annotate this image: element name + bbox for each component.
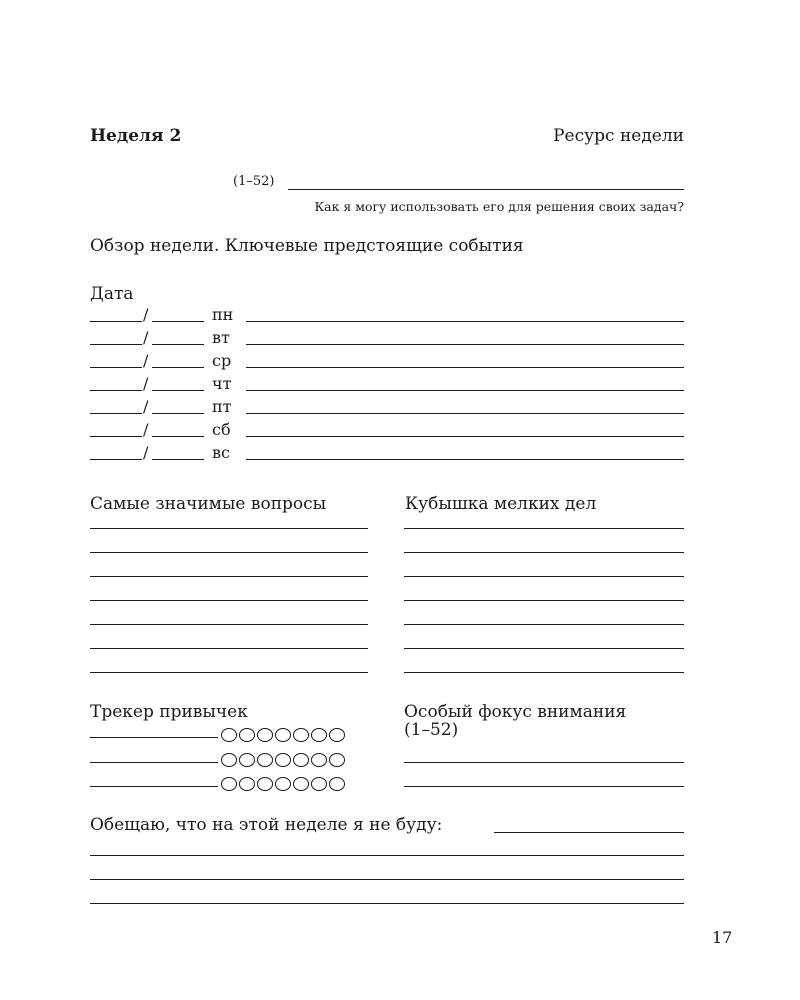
habit-day-checkbox[interactable] (329, 728, 345, 742)
habit-day-checkbox[interactable] (275, 753, 291, 767)
habit-day-circles (221, 728, 345, 742)
special-focus-range: (1–52) (404, 720, 459, 740)
resource-input-line[interactable] (288, 189, 684, 190)
day-row-tue (90, 328, 684, 351)
small-task-line[interactable] (404, 552, 684, 553)
small-task-line[interactable] (404, 672, 684, 673)
habit-name-line[interactable] (90, 737, 218, 738)
small-task-line[interactable] (404, 648, 684, 649)
small-task-line[interactable] (404, 528, 684, 529)
date-month-field[interactable] (152, 321, 204, 322)
small-task-line[interactable] (404, 576, 684, 577)
small-tasks-title: Кубышка мелких дел (405, 494, 597, 514)
promise-line[interactable] (90, 879, 684, 880)
date-day-field[interactable] (90, 413, 142, 414)
habit-day-checkbox[interactable] (257, 753, 273, 767)
question-line[interactable] (90, 528, 368, 529)
habit-row (90, 751, 380, 771)
habit-day-circles (221, 753, 345, 767)
date-separator: / (143, 351, 149, 370)
special-focus-title: Особый фокус внимания (404, 702, 627, 722)
overview-title: Обзор недели. Ключевые предстоящие события (90, 236, 524, 256)
date-month-field[interactable] (152, 459, 204, 460)
day-row-thu (90, 374, 684, 397)
date-month-field[interactable] (152, 436, 204, 437)
day-name: пт (212, 397, 232, 416)
question-line[interactable] (90, 624, 368, 625)
habit-day-checkbox[interactable] (257, 728, 273, 742)
date-day-field[interactable] (90, 321, 142, 322)
day-name: сб (212, 420, 231, 439)
day-event-line[interactable] (246, 390, 684, 391)
habit-day-checkbox[interactable] (329, 753, 345, 767)
day-name: вс (212, 443, 230, 462)
focus-line[interactable] (404, 762, 684, 763)
habit-day-checkbox[interactable] (293, 753, 309, 767)
day-name: пн (212, 305, 234, 324)
date-day-field[interactable] (90, 436, 142, 437)
date-label: Дата (90, 284, 134, 304)
question-line[interactable] (90, 672, 368, 673)
habit-day-checkbox[interactable] (239, 753, 255, 767)
important-questions-title: Самые значимые вопросы (90, 494, 327, 514)
habit-name-line[interactable] (90, 786, 218, 787)
day-event-line[interactable] (246, 344, 684, 345)
date-separator: / (143, 305, 149, 324)
promise-text: Обещаю, что на этой неделе я не буду: (90, 815, 443, 835)
promise-inline-line[interactable] (494, 832, 684, 833)
question-line[interactable] (90, 648, 368, 649)
habit-day-checkbox[interactable] (293, 728, 309, 742)
habit-day-checkbox[interactable] (275, 728, 291, 742)
small-task-line[interactable] (404, 624, 684, 625)
habit-day-circles (221, 777, 345, 791)
habit-day-checkbox[interactable] (221, 777, 237, 791)
day-row-mon (90, 305, 684, 328)
date-month-field[interactable] (152, 413, 204, 414)
habit-day-checkbox[interactable] (311, 777, 327, 791)
habit-day-checkbox[interactable] (275, 777, 291, 791)
habit-day-checkbox[interactable] (257, 777, 273, 791)
question-line[interactable] (90, 552, 368, 553)
promise-line[interactable] (90, 903, 684, 904)
date-day-field[interactable] (90, 459, 142, 460)
date-month-field[interactable] (152, 367, 204, 368)
date-day-field[interactable] (90, 390, 142, 391)
small-task-line[interactable] (404, 600, 684, 601)
day-event-line[interactable] (246, 367, 684, 368)
question-line[interactable] (90, 576, 368, 577)
resource-question: Как я могу использовать его для решения своих задач? (314, 199, 684, 214)
habit-day-checkbox[interactable] (329, 777, 345, 791)
date-day-field[interactable] (90, 367, 142, 368)
resource-range: (1–52) (233, 174, 275, 189)
day-name: чт (212, 374, 232, 393)
date-separator: / (143, 374, 149, 393)
habit-tracker-title: Трекер привычек (90, 702, 248, 722)
day-event-line[interactable] (246, 321, 684, 322)
date-day-field[interactable] (90, 344, 142, 345)
date-separator: / (143, 397, 149, 416)
habit-name-line[interactable] (90, 762, 218, 763)
habit-row (90, 775, 380, 795)
day-row-wed (90, 351, 684, 374)
habit-day-checkbox[interactable] (311, 728, 327, 742)
date-separator: / (143, 420, 149, 439)
promise-line[interactable] (90, 855, 684, 856)
date-month-field[interactable] (152, 390, 204, 391)
resource-title: Ресурс недели (553, 126, 684, 146)
date-separator: / (143, 443, 149, 462)
date-month-field[interactable] (152, 344, 204, 345)
page-number: 17 (712, 928, 733, 947)
question-line[interactable] (90, 600, 368, 601)
week-title: Неделя 2 (90, 126, 182, 146)
day-name: вт (212, 328, 230, 347)
habit-day-checkbox[interactable] (311, 753, 327, 767)
day-row-sun (90, 443, 684, 466)
habit-day-checkbox[interactable] (239, 728, 255, 742)
day-event-line[interactable] (246, 436, 684, 437)
habit-day-checkbox[interactable] (221, 753, 237, 767)
habit-day-checkbox[interactable] (293, 777, 309, 791)
day-row-fri (90, 397, 684, 420)
date-separator: / (143, 328, 149, 347)
day-event-line[interactable] (246, 459, 684, 460)
day-event-line[interactable] (246, 413, 684, 414)
habit-row (90, 726, 380, 746)
focus-line[interactable] (404, 786, 684, 787)
day-name: ср (212, 351, 232, 370)
day-row-sat (90, 420, 684, 443)
habit-day-checkbox[interactable] (239, 777, 255, 791)
habit-day-checkbox[interactable] (221, 728, 237, 742)
